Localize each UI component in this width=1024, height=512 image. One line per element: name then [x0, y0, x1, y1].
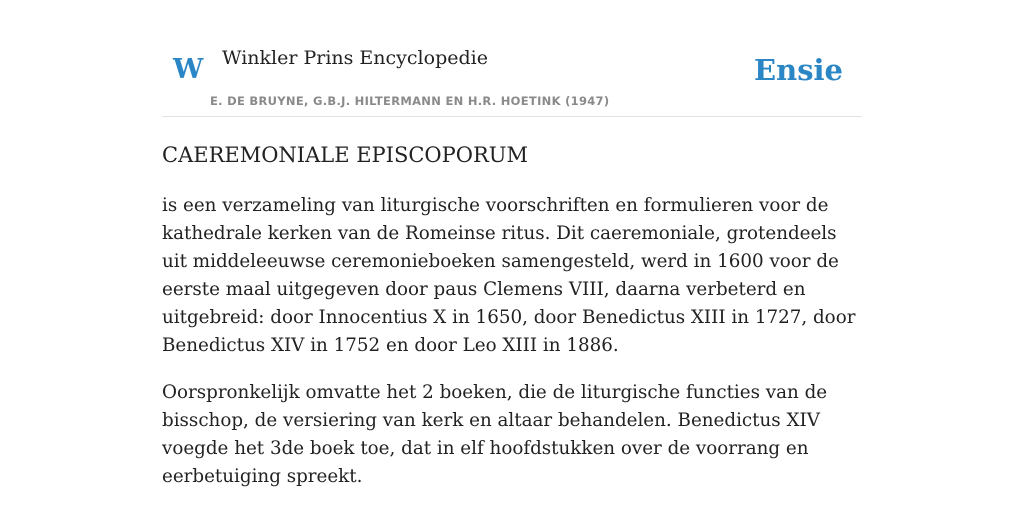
- source-authors: E. DE BRUYNE, G.B.J. HILTERMANN EN H.R. HOETINK (1947): [210, 94, 610, 108]
- source-title[interactable]: Winkler Prins Encyclopedie: [222, 47, 488, 69]
- page-container: [162, 0, 862, 487]
- brand-logo[interactable]: Ensie: [754, 53, 843, 87]
- article-paragraph: Oorspronkelijk omvatte het 2 boeken, die de liturgische functies van de bisschop, de versiering van kerk en altaar behandelen. Benedictus XIV voegde het 3de boek toe, dat in elf hoofdstukken over de voorrang en eerbetuiging spreekt.: [162, 382, 828, 487]
- source-header: [162, 0, 862, 117]
- source-logo[interactable]: W: [173, 54, 204, 85]
- article-title: CAEREMONIALE EPISCOPORUM: [162, 143, 528, 167]
- article-paragraph: is een verzameling van liturgische voorschriften en formulieren voor de kathedrale kerken van de Romeinse ritus. Dit caeremoniale, grotendeels uit middeleeuwse ceremonieboeken samengesteld, werd in 1600 voor de eerste maal uitgegeven door paus Clemens VIII, daarna verbeterd en uitgebreid: door Innocentius X in 1650, door Benedictus XIII in 1727, door Benedictus XIV in 1752 en door Leo XIII in 1886.: [162, 195, 856, 356]
